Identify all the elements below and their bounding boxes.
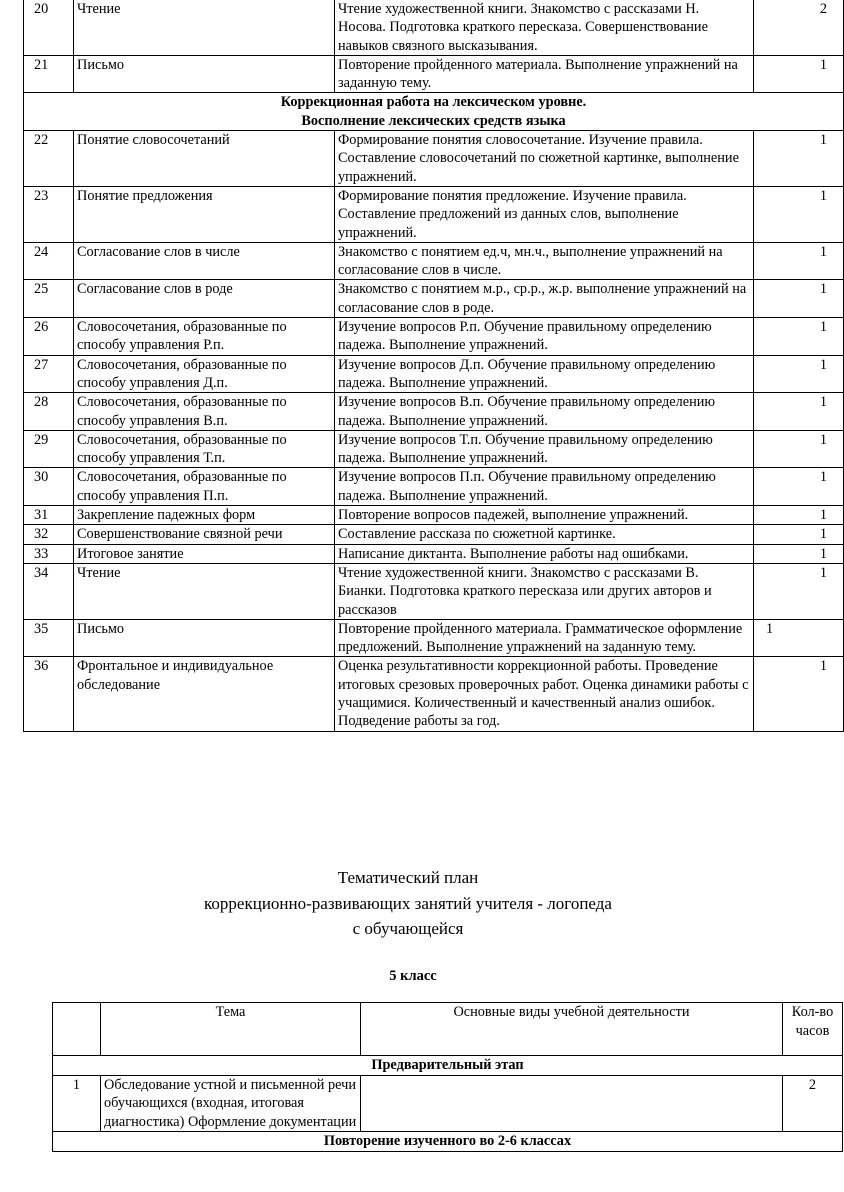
section-heading-line: Коррекционная работа на лексическом уровне. xyxy=(280,94,587,111)
row-activity: Оценка результативности коррекционной работы. Проведение итоговых срезовых проверочных работ. Оценка динамики работы с учащимися. Количественный и качественный анализ ошибок. Подведение работы за год. xyxy=(335,657,754,731)
header-activity: Основные виды учебной деятельности xyxy=(361,1003,783,1056)
row-topic: Совершенствование связной речи xyxy=(74,525,335,544)
row-hours: 1 xyxy=(754,506,844,525)
row-activity: Изучение вопросов Д.п. Обучение правильному определению падежа. Выполнение упражнений. xyxy=(335,355,754,393)
row-hours: 1 xyxy=(754,55,844,93)
row-num: 23 xyxy=(24,186,74,242)
table-row xyxy=(24,0,844,55)
row-topic: Понятие словосочетаний xyxy=(74,131,335,187)
row-hours: 1 xyxy=(754,393,844,431)
row-num: 22 xyxy=(24,131,74,187)
section-preliminary: Предварительный этап xyxy=(53,1056,843,1076)
plan-subtitle: коррекционно-развивающих занятий учителя - логопеда xyxy=(204,894,612,913)
table-row xyxy=(53,1075,843,1132)
table-header-row xyxy=(53,1003,843,1056)
row-hours: 1 xyxy=(754,468,844,506)
row-num: 24 xyxy=(24,242,74,280)
row-topic: Чтение xyxy=(74,0,335,55)
section-heading xyxy=(24,93,844,131)
header-hours: Кол-во часов xyxy=(783,1003,843,1056)
table-row xyxy=(24,242,844,280)
table-row xyxy=(24,131,844,187)
row-num: 32 xyxy=(24,525,74,544)
table-row xyxy=(24,280,844,318)
row-num: 34 xyxy=(24,563,74,619)
row-topic: Согласование слов в числе xyxy=(74,242,335,280)
row-activity: Написание диктанта. Выполнение работы над ошибками. xyxy=(335,544,754,563)
row-num: 35 xyxy=(24,619,74,657)
row-topic: Письмо xyxy=(74,55,335,93)
row-hours: 2 xyxy=(783,1075,843,1132)
row-hours: 1 xyxy=(754,657,844,731)
row-hours: 1 xyxy=(754,525,844,544)
row-activity: Формирование понятия предложение. Изучение правила. Составление предложений из данных слов, выполнение упражнений. xyxy=(335,186,754,242)
row-topic: Согласование слов в роде xyxy=(74,280,335,318)
row-hours: 1 xyxy=(754,430,844,468)
section-heading-line: Восполнение лексических средств языка xyxy=(301,112,566,129)
plan-subtitle-student: с обучающейся xyxy=(352,919,464,938)
row-activity: Изучение вопросов В.п. Обучение правильному определению падежа. Выполнение упражнений. xyxy=(335,393,754,431)
row-topic: Словосочетания, образованные по способу управления В.п. xyxy=(74,393,335,431)
row-topic: Обследование устной и письменной речи обучающихся (входная, итоговая диагностика) Оформление документации xyxy=(101,1075,361,1132)
table-row xyxy=(24,318,844,356)
row-activity: Изучение вопросов П.п. Обучение правильному определению падежа. Выполнение упражнений. xyxy=(335,468,754,506)
row-topic: Чтение xyxy=(74,563,335,619)
table-row xyxy=(24,186,844,242)
table-row xyxy=(24,619,844,657)
row-num: 33 xyxy=(24,544,74,563)
table-row xyxy=(24,55,844,93)
row-hours: 1 xyxy=(754,131,844,187)
row-hours: 2 xyxy=(754,0,844,55)
table-row xyxy=(24,525,844,544)
table-row xyxy=(24,657,844,731)
section-review: Повторение изученного во 2-6 классах xyxy=(53,1132,843,1152)
row-activity: Формирование понятия словосочетание. Изучение правила. Составление словосочетаний по сюжетной картинке, выполнение упражнений. xyxy=(335,131,754,187)
top-lesson-table xyxy=(23,0,844,732)
table-row xyxy=(24,468,844,506)
row-topic: Словосочетания, образованные по способу управления Д.п. xyxy=(74,355,335,393)
row-topic: Закрепление падежных форм xyxy=(74,506,335,525)
row-hours: 1 xyxy=(754,544,844,563)
row-activity xyxy=(361,1075,783,1132)
row-hours: 1 xyxy=(754,318,844,356)
row-num: 27 xyxy=(24,355,74,393)
row-activity: Чтение художественной книги. Знакомство с рассказами В. Бианки. Подготовка краткого пересказа или других авторов и рассказов xyxy=(335,563,754,619)
row-hours: 1 xyxy=(754,619,844,657)
table-row xyxy=(24,544,844,563)
section-row xyxy=(53,1056,843,1076)
row-topic: Понятие предложения xyxy=(74,186,335,242)
table-row xyxy=(24,430,844,468)
row-activity: Изучение вопросов Т.п. Обучение правильному определению падежа. Выполнение упражнений. xyxy=(335,430,754,468)
row-activity: Повторение вопросов падежей, выполнение упражнений. xyxy=(335,506,754,525)
row-num: 25 xyxy=(24,280,74,318)
table-row xyxy=(24,563,844,619)
table-row xyxy=(24,393,844,431)
grade-label: 5 класс xyxy=(389,968,437,984)
row-hours: 1 xyxy=(754,355,844,393)
header-topic: Тема xyxy=(101,1003,361,1056)
row-num: 21 xyxy=(24,55,74,93)
row-num: 20 xyxy=(24,0,74,55)
top-table-body xyxy=(24,0,844,731)
row-hours: 1 xyxy=(754,186,844,242)
table-row xyxy=(24,506,844,525)
bottom-lesson-table xyxy=(52,1002,843,1152)
row-hours: 1 xyxy=(754,280,844,318)
row-num: 29 xyxy=(24,430,74,468)
table-row xyxy=(24,355,844,393)
row-activity: Повторение пройденного материала. Выполнение упражнений на заданную тему. xyxy=(335,55,754,93)
header-num xyxy=(53,1003,101,1056)
row-topic: Письмо xyxy=(74,619,335,657)
row-activity: Знакомство с понятием ед.ч, мн.ч., выполнение упражнений на согласование слов в числе. xyxy=(335,242,754,280)
row-num: 26 xyxy=(24,318,74,356)
row-activity: Изучение вопросов Р.п. Обучение правильному определению падежа. Выполнение упражнений. xyxy=(335,318,754,356)
row-topic: Итоговое занятие xyxy=(74,544,335,563)
row-hours: 1 xyxy=(754,242,844,280)
row-topic: Словосочетания, образованные по способу управления Р.п. xyxy=(74,318,335,356)
row-activity: Составление рассказа по сюжетной картинке. xyxy=(335,525,754,544)
row-num: 30 xyxy=(24,468,74,506)
row-num: 1 xyxy=(53,1075,101,1132)
row-topic: Фронтальное и индивидуальное обследование xyxy=(74,657,335,731)
row-num: 31 xyxy=(24,506,74,525)
row-activity: Знакомство с понятием м.р., ср.р., ж.р. выполнение упражнений на согласование слов в роде. xyxy=(335,280,754,318)
plan-title: Тематический план xyxy=(337,868,479,887)
row-num: 28 xyxy=(24,393,74,431)
row-topic: Словосочетания, образованные по способу управления П.п. xyxy=(74,468,335,506)
row-activity: Чтение художественной книги. Знакомство с рассказами Н. Носова. Подготовка краткого пересказа. Совершенствование навыков связного высказывания. xyxy=(335,0,754,55)
row-topic: Словосочетания, образованные по способу управления Т.п. xyxy=(74,430,335,468)
section-row xyxy=(53,1132,843,1152)
row-activity: Повторение пройденного материала. Грамматическое оформление предложений. Выполнение упражнений на заданную тему. xyxy=(335,619,754,657)
row-num: 36 xyxy=(24,657,74,731)
section-row xyxy=(24,93,844,131)
row-hours: 1 xyxy=(754,563,844,619)
